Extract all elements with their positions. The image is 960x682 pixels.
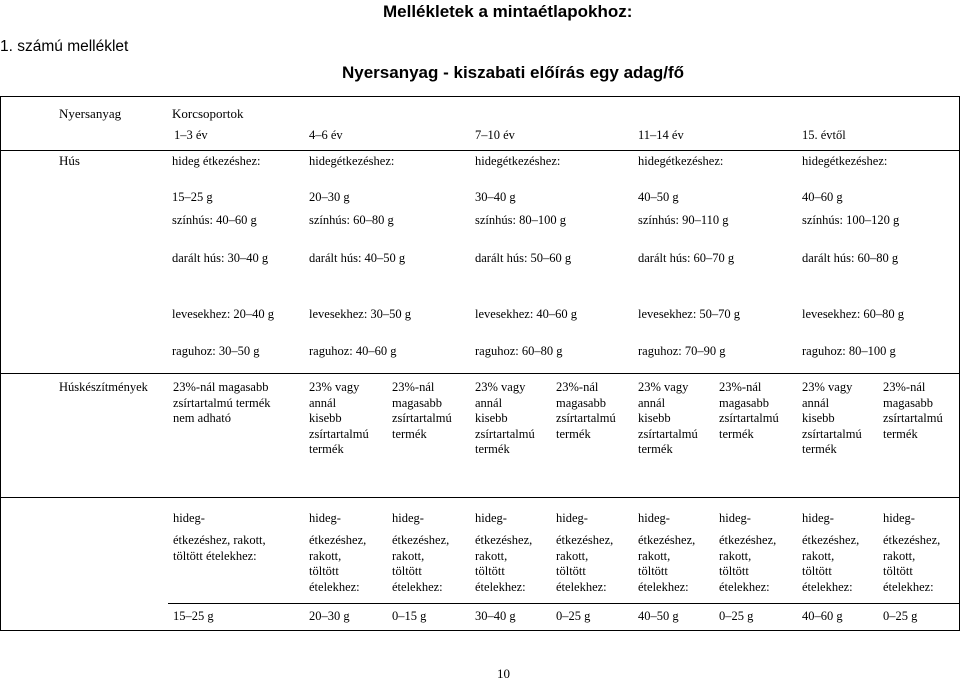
meat-cold-1: hideg étkezéshez: [172, 154, 261, 168]
cell-line: töltött [556, 564, 586, 578]
cold-word: hideg- [883, 511, 915, 525]
meat-cold-amount-4: 40–50 g [638, 190, 679, 204]
age-group-2: 4–6 év [309, 128, 343, 142]
cell-line: ételekhez: [392, 579, 443, 594]
age-group-5: 15. évtől [802, 128, 846, 142]
cell-line: töltött ételekhez: [173, 548, 257, 563]
cold-word: hideg- [392, 511, 424, 525]
cold-word: hideg- [802, 511, 834, 525]
cell-line: zsírtartalmú [638, 426, 698, 441]
table-row-divider [0, 373, 960, 374]
cold-word: hideg- [719, 511, 751, 525]
meat-lean-2: színhús: 60–80 g [309, 213, 394, 227]
product-amount-4: 30–40 g [475, 609, 516, 623]
meat-soup-5: levesekhez: 60–80 g [802, 307, 905, 321]
col-header-raw-material: Nyersanyag [59, 106, 122, 121]
product-amount-7: 0–25 g [719, 609, 754, 623]
meat-lean-5: színhús: 100–120 g [802, 213, 900, 227]
dish-cell [392, 533, 449, 595]
cell-line: töltött [475, 564, 505, 578]
meat-cold-amount-2: 20–30 g [309, 190, 350, 204]
cell-line: étkezéshez, [475, 533, 533, 547]
cell-line: ételekhez: [802, 579, 853, 594]
cell-line: töltött [719, 564, 749, 578]
cell-line: ételekhez: [475, 579, 526, 594]
products-note-line: nem adható [173, 411, 231, 425]
meat-minced-4: darált hús: 60–70 g [638, 251, 735, 265]
cell-line: 23%-nál [556, 380, 599, 394]
products-note-line: 23%-nál magasabb [173, 380, 269, 394]
meat-cold-amount-3: 30–40 g [475, 190, 516, 204]
dish-cell [802, 533, 859, 595]
cell-line: zsírtartalmú [802, 426, 862, 441]
cell-line: ételekhez: [719, 579, 770, 594]
cell-line: termék [883, 426, 918, 441]
dish-cell [173, 533, 266, 564]
high-fat-product-cell [556, 380, 616, 442]
cell-line: zsírtartalmú [883, 411, 943, 425]
amount-row-divider [168, 603, 960, 604]
cell-line: 23% vagy [802, 380, 853, 394]
low-fat-product-cell [475, 380, 535, 458]
cell-line: étkezéshez, [556, 533, 614, 547]
page-heading: Mellékletek a mintaétlapokhoz: [383, 2, 633, 21]
products-note [173, 380, 271, 427]
cell-line: magasabb [719, 395, 769, 410]
cold-word: hideg- [173, 511, 205, 525]
low-fat-product-cell [638, 380, 698, 458]
cell-line: 23% vagy [638, 380, 689, 394]
meat-cold-2: hidegétkezéshez: [309, 154, 395, 168]
cell-line: termék [719, 426, 754, 441]
cell-line: annál [638, 395, 666, 410]
cell-line: kisebb [802, 411, 835, 425]
high-fat-product-cell [883, 380, 943, 442]
product-amount-5: 0–25 g [556, 609, 591, 623]
table-left-border [0, 96, 1, 631]
cell-line: töltött [883, 564, 913, 578]
cell-line: kisebb [475, 411, 508, 425]
meat-soup-1: levesekhez: 20–40 g [172, 307, 275, 321]
cell-line: zsírtartalmú [719, 411, 779, 425]
cell-line: ételekhez: [638, 579, 689, 594]
cell-line: termék [556, 426, 591, 441]
meat-cold-5: hidegétkezéshez: [802, 154, 888, 168]
high-fat-product-cell [719, 380, 779, 442]
age-group-3: 7–10 év [475, 128, 515, 142]
meat-lean-1: színhús: 40–60 g [172, 213, 257, 227]
cell-line: ételekhez: [309, 579, 360, 594]
cell-line: étkezéshez, rakott, [173, 533, 266, 547]
cell-line: rakott, [883, 548, 916, 563]
cell-line: rakott, [475, 548, 508, 563]
meat-soup-4: levesekhez: 50–70 g [638, 307, 741, 321]
row-label-meat-products: Húskészítmények [59, 380, 148, 394]
cell-line: töltött [638, 564, 668, 578]
low-fat-product-cell [802, 380, 862, 458]
cell-line: zsírtartalmú [556, 411, 616, 425]
meat-ragout-2: raguhoz: 40–60 g [309, 344, 397, 358]
table-title: Nyersanyag - kiszabati előírás egy adag/fő [342, 63, 685, 82]
low-fat-product-cell [309, 380, 369, 458]
dish-cell [309, 533, 366, 595]
cell-line: töltött [802, 564, 832, 578]
age-group-1: 1–3 év [174, 128, 208, 142]
dish-cell [719, 533, 776, 595]
cell-line: magasabb [883, 395, 933, 410]
dish-cell [883, 533, 940, 595]
product-amount-8: 40–60 g [802, 609, 843, 623]
meat-cold-amount-5: 40–60 g [802, 190, 843, 204]
meat-lean-3: színhús: 80–100 g [475, 213, 566, 227]
row-label-meat: Hús [59, 153, 80, 168]
cell-line: 23% vagy [309, 380, 360, 394]
table-row-divider [0, 497, 960, 498]
cell-line: termék [638, 442, 673, 456]
cell-line: 23%-nál [392, 380, 435, 394]
meat-minced-2: darált hús: 40–50 g [309, 251, 406, 265]
cell-line: rakott, [392, 548, 425, 563]
cell-line: annál [309, 395, 337, 410]
cold-word: hideg- [475, 511, 507, 525]
cell-line: töltött [392, 564, 422, 578]
cell-line: termék [802, 442, 837, 456]
cell-line: étkezéshez, [883, 533, 941, 547]
cold-word: hideg- [638, 511, 670, 525]
product-amount-1: 15–25 g [173, 609, 214, 623]
meat-cold-amount-1: 15–25 g [172, 190, 213, 204]
meat-soup-2: levesekhez: 30–50 g [309, 307, 412, 321]
meat-ragout-1: raguhoz: 30–50 g [172, 344, 260, 358]
cell-line: magasabb [392, 395, 442, 410]
col-header-age-groups: Korcsoportok [172, 106, 244, 121]
cell-line: termék [392, 426, 427, 441]
cell-line: zsírtartalmú [309, 426, 369, 441]
meat-cold-3: hidegétkezéshez: [475, 154, 561, 168]
meat-minced-3: darált hús: 50–60 g [475, 251, 572, 265]
cell-line: töltött [309, 564, 339, 578]
meat-minced-1: darált hús: 30–40 g [172, 251, 269, 265]
table-bottom-border [0, 630, 960, 631]
appendix-label: 1. számú melléklet [0, 38, 129, 55]
cell-line: annál [475, 395, 503, 410]
product-amount-2: 20–30 g [309, 609, 350, 623]
table-top-border [0, 96, 960, 97]
cell-line: 23%-nál [719, 380, 762, 394]
dish-cell [475, 533, 532, 595]
cell-line: 23% vagy [475, 380, 526, 394]
cell-line: rakott, [309, 548, 342, 563]
cold-word: hideg- [309, 511, 341, 525]
cell-line: ételekhez: [556, 579, 607, 594]
meat-ragout-4: raguhoz: 70–90 g [638, 344, 726, 358]
page-number: 10 [497, 666, 510, 681]
cell-line: 23%-nál [883, 380, 926, 394]
meat-ragout-3: raguhoz: 60–80 g [475, 344, 563, 358]
cell-line: zsírtartalmú [475, 426, 535, 441]
dish-cell [556, 533, 613, 595]
cell-line: rakott, [719, 548, 752, 563]
cell-line: étkezéshez, [802, 533, 860, 547]
cell-line: étkezéshez, [309, 533, 367, 547]
cell-line: kisebb [309, 411, 342, 425]
cell-line: rakott, [638, 548, 671, 563]
cold-word: hideg- [556, 511, 588, 525]
cell-line: zsírtartalmú [392, 411, 452, 425]
cell-line: annál [802, 395, 830, 410]
meat-cold-4: hidegétkezéshez: [638, 154, 724, 168]
cell-line: rakott, [556, 548, 589, 563]
meat-lean-4: színhús: 90–110 g [638, 213, 729, 227]
table-row-divider [0, 150, 960, 151]
meat-minced-5: darált hús: 60–80 g [802, 251, 899, 265]
product-amount-9: 0–25 g [883, 609, 918, 623]
cell-line: étkezéshez, [719, 533, 777, 547]
cell-line: termék [475, 442, 510, 456]
cell-line: kisebb [638, 411, 671, 425]
cell-line: termék [309, 442, 344, 456]
cell-line: étkezéshez, [638, 533, 696, 547]
product-amount-3: 0–15 g [392, 609, 427, 623]
high-fat-product-cell [392, 380, 452, 442]
product-amount-6: 40–50 g [638, 609, 679, 623]
cell-line: magasabb [556, 395, 606, 410]
cell-line: ételekhez: [883, 579, 934, 594]
dish-cell [638, 533, 695, 595]
meat-soup-3: levesekhez: 40–60 g [475, 307, 578, 321]
products-note-line: zsírtartalmú termék [173, 395, 271, 410]
cell-line: rakott, [802, 548, 835, 563]
meat-ragout-5: raguhoz: 80–100 g [802, 344, 896, 358]
age-group-4: 11–14 év [638, 128, 684, 142]
cell-line: étkezéshez, [392, 533, 450, 547]
